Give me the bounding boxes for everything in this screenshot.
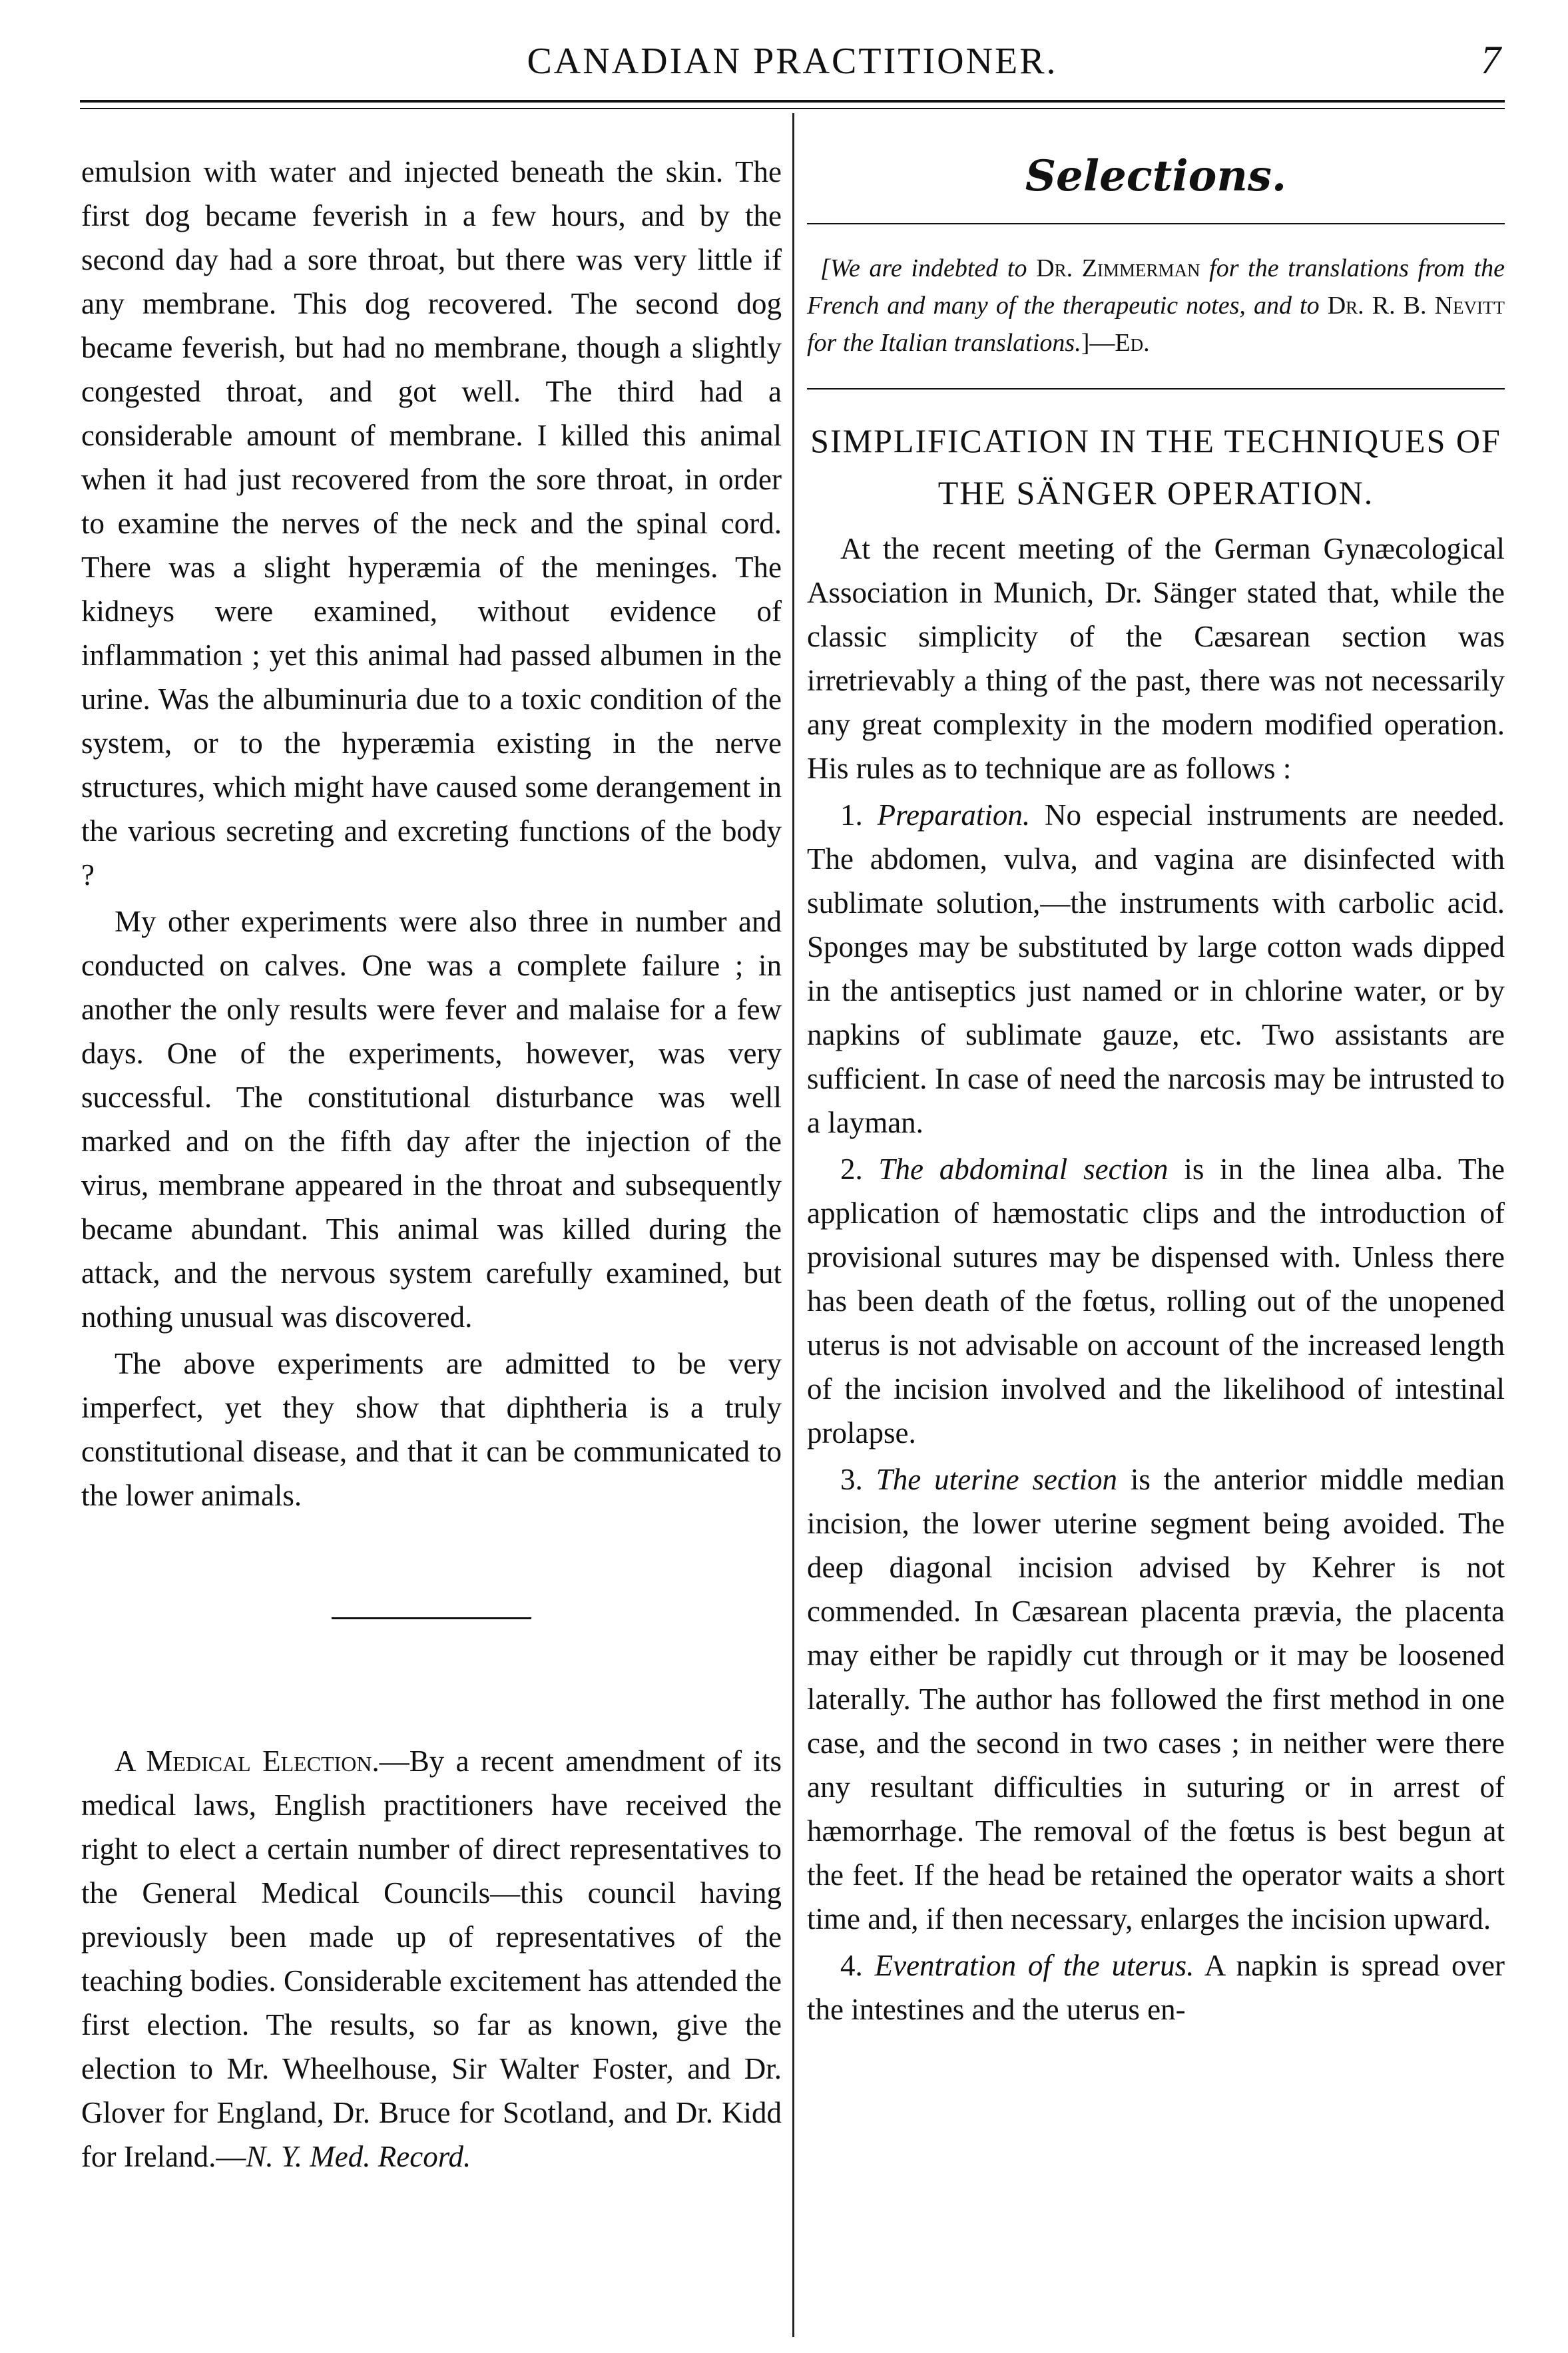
rule-heading: Preparation. <box>877 798 1031 832</box>
column-divider <box>792 113 794 2337</box>
note-text: for the translations from the French and many of the therapeutic notes, and to <box>807 254 1505 320</box>
note-text: for the Italian translations. <box>807 329 1081 357</box>
medical-election-source: N. Y. Med. Record. <box>246 2140 471 2173</box>
article-intro: At the recent meeting of the German Gynæcological Association in Munich, Dr. Sänger stated that, while the classic simplicity of the Cæsarean section was irretrievably a thing of the past, there was not necessarily any great complexity in the modern modified operation. His rules as to technique are as follows : <box>807 532 1505 785</box>
note-editor-signature: Ed. <box>1115 329 1150 357</box>
medical-election-body: By a recent amendment of its medical laws, English practitioners have received the right to elect a certain number of direct representatives to the General Medical Councils—this council having previously been made up of representatives of the teaching bodies. Considerable excitement has attended the first election. The results, so far as known, give the election to Mr. Wheelhouse, Sir Walter Foster, and Dr. Glover for England, Dr. Bruce for Scotland, and Dr. Kidd for Ireland.— <box>81 1744 782 2173</box>
note-text: We are indebted to <box>830 254 1037 282</box>
running-header <box>80 25 1505 99</box>
note-name-nevitt: Dr. R. B. Nevitt <box>1327 292 1505 320</box>
header-rule-bottom <box>80 108 1505 109</box>
header-rule-top <box>80 100 1505 103</box>
medical-election-heading: A Medical Election. <box>115 1744 380 1778</box>
rule-uterine-section <box>807 1457 1505 1941</box>
rule-number: 3. <box>840 1463 863 1496</box>
rule-number: 2. <box>840 1153 863 1186</box>
rule-text: A napkin is spread over the intestines and the uterus en- <box>807 1949 1505 2026</box>
article-title: SIMPLIFICATION IN THE TECHNIQUES OF THE SÄNGER OPERATION. <box>810 422 1501 511</box>
note-name-zimmerman: Dr. Zimmerman <box>1036 254 1200 282</box>
heading-dash: — <box>379 1744 409 1778</box>
rule-heading: The abdominal section <box>878 1153 1169 1186</box>
page-number: 7 <box>1481 38 1501 82</box>
rule-preparation <box>807 793 1505 1145</box>
right-column <box>807 150 1505 2031</box>
rule-number: 4. <box>840 1949 863 1982</box>
paragraph-conclusion: The above experiments are admitted to be very imperfect, yet they show that diphtheria is a truly constitutional disease, and that it can be communicated to the lower animals. <box>81 1347 782 1512</box>
section-divider <box>332 1617 531 1619</box>
selections-heading: Selections. <box>1025 151 1287 201</box>
rule-number: 1. <box>840 798 863 832</box>
paragraph-calf-experiments: My other experiments were also three in number and conducted on calves. One was a complete failure ; in another the only results were fever and malaise for a few days. One of the experiments, however, was very successful. The constitutional disturbance was well marked and on the fifth day after the injection of the virus, membrane appeared in the throat and subsequently became abundant. This animal was killed during the attack, and the nervous system carefully examined, but nothing unusual was discovered. <box>81 905 782 1334</box>
note-bracket-close: ]— <box>1081 329 1115 357</box>
rule-heading: Eventration of the uterus. <box>874 1949 1194 1982</box>
rule-text: No especial instruments are needed. The abdomen, vulva, and vagina are disinfected with sublimate solution,—the instruments with carbolic acid. Sponges may be substituted by large cotton wads dipped in the antiseptics just named or in chlorine water, or by napkins of sublimate gauze, etc. Two assistants are sufficient. In case of need the narcosis may be intrusted to a layman. <box>807 798 1505 1139</box>
paragraph-continuation: emulsion with water and injected beneath the skin. The first dog became feverish in a few hours, and by the second day had a sore throat, but there was very little if any membrane. This dog recovered. The second dog became feverish, but had no membrane, though a slightly congested throat, and got well. The third had a considerable amount of membrane. I killed this animal when it had just recovered from the sore throat, in order to examine the nerves of the neck and the spinal cord. There was a slight hyperæmia of the meninges. The kidneys were examined, without evidence of inflammation ; yet this animal had passed albumen in the urine. Was the albuminuria due to a toxic condition of the system, or to the hyperæmia existing in the nerve structures, which might have caused some derangement in the various secreting and excreting functions of the body ? <box>81 155 782 892</box>
medical-election-item <box>81 1739 782 2179</box>
left-column <box>81 150 782 2179</box>
rule-text: is in the linea alba. The application of hæmostatic clips and the introduction of provisional sutures may be dispensed with. Unless there has been death of the fœtus, rolling out of the unopened uterus is not advisable on account of the increased length of the incision involved and the likelihood of intestinal prolapse. <box>807 1153 1505 1449</box>
note-bracket-open: [ <box>820 254 830 282</box>
note-rule <box>807 388 1505 390</box>
rule-text: is the anterior middle median incision, the lower uterine segment being avoided. The deep diagonal incision advised by Kehrer is not commended. In Cæsarean placenta prævia, the placenta may either be rapidly cut through or it may be loosened laterally. The author has followed the first method in one case, and the second in two cases ; in neither were there any resultant difficulties in suturing or in arrest of hæmorrhage. The removal of the fœtus is best begun at the feet. If the head be retained the operator waits a short time and, if then necessary, enlarges the incision upward. <box>807 1463 1505 1936</box>
rule-eventration <box>807 1944 1505 2031</box>
journal-title: CANADIAN PRACTITIONER. <box>527 41 1058 82</box>
editor-note <box>807 250 1505 362</box>
rule-heading: The uterine section <box>876 1463 1117 1496</box>
rule-abdominal-section <box>807 1147 1505 1455</box>
selections-rule <box>807 223 1505 224</box>
